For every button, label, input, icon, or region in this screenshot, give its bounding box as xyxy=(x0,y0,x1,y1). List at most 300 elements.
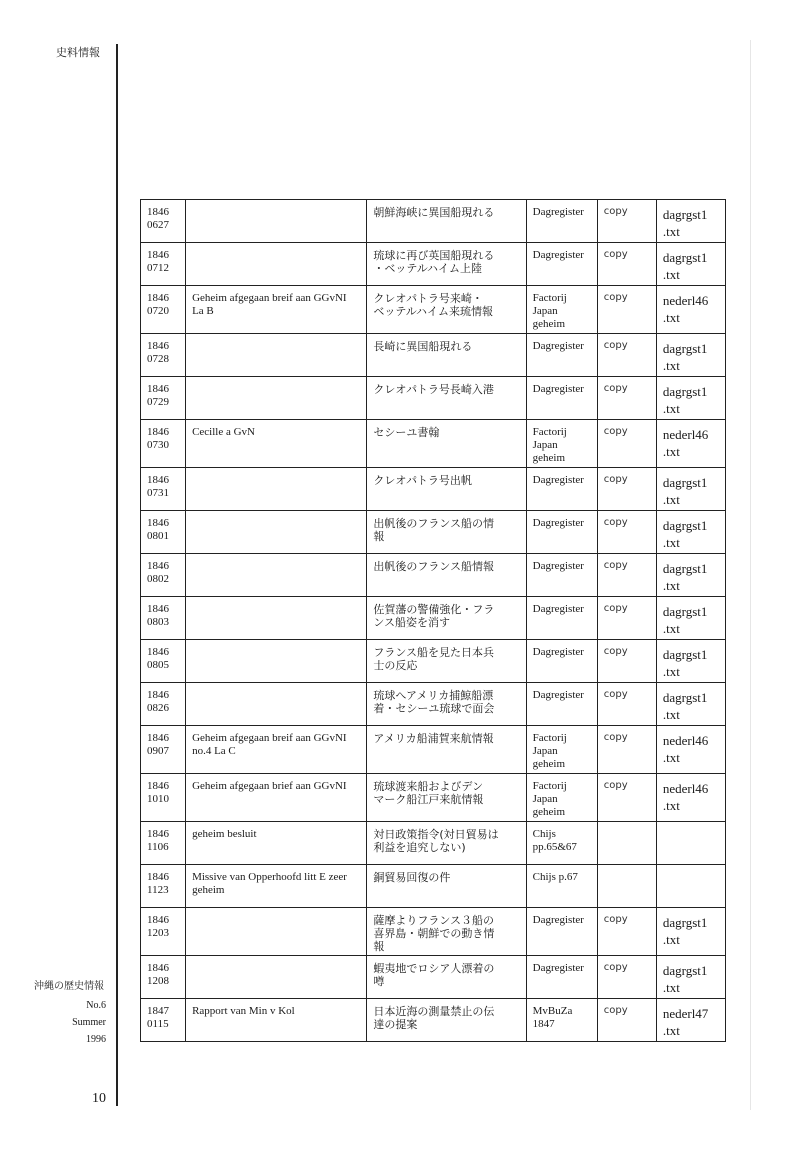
date-cell-line: 0730 xyxy=(147,439,169,451)
source-cell xyxy=(526,377,597,420)
subject-cell xyxy=(367,334,526,377)
copy-type-cell xyxy=(597,511,656,554)
copy-type-cell xyxy=(597,865,656,908)
date-cell-line: 1846 xyxy=(147,914,169,926)
subject-cell-line: ・ベッテルハイム上陸 xyxy=(373,262,483,275)
source-cell-line: Dagregister xyxy=(532,340,584,352)
date-cell-line: 0731 xyxy=(147,487,169,499)
date-cell-line: 1846 xyxy=(147,828,169,840)
source-cell-line: geheim xyxy=(532,806,566,818)
subject-cell xyxy=(367,865,526,908)
subject-cell-line: クレオパトラ号長崎入港 xyxy=(373,383,494,396)
copy-type-cell-text: copy xyxy=(603,426,628,437)
document-title-cell xyxy=(186,420,367,468)
source-cell-line: Dagregister xyxy=(532,560,584,572)
records-table xyxy=(140,199,726,1042)
copy-type-cell xyxy=(597,554,656,597)
copy-type-cell xyxy=(597,726,656,774)
file-name-cell xyxy=(656,822,725,865)
date-cell xyxy=(141,554,186,597)
source-cell-line: Japan xyxy=(532,439,558,451)
issue-year: 1996 xyxy=(86,1034,106,1045)
file-name-cell xyxy=(656,377,725,420)
source-cell-line: MvBuZa xyxy=(532,1005,573,1017)
date-cell xyxy=(141,286,186,334)
file-name-cell xyxy=(656,200,725,243)
source-cell-line: Dagregister xyxy=(532,603,584,615)
source-cell-line: Factorij xyxy=(532,780,567,792)
date-cell xyxy=(141,511,186,554)
margin-rule xyxy=(116,44,118,1106)
file-name-cell-line: .txt xyxy=(662,621,680,636)
copy-type-cell xyxy=(597,200,656,243)
table-row xyxy=(141,243,726,286)
copy-type-cell xyxy=(597,420,656,468)
date-cell-line: 1846 xyxy=(147,474,169,486)
subject-cell-line: 琉球に再び英国船現れる xyxy=(373,249,495,262)
file-name-cell xyxy=(656,420,725,468)
date-cell-line: 0115 xyxy=(147,1018,169,1030)
document-title-cell xyxy=(186,511,367,554)
subject-cell xyxy=(367,468,526,511)
subject-cell-line: 達の提案 xyxy=(373,1018,418,1031)
copy-type-cell-text: copy xyxy=(603,914,628,925)
source-cell-line: 1847 xyxy=(532,1018,555,1030)
copy-type-cell-text: copy xyxy=(603,780,628,791)
source-cell-line: geheim xyxy=(532,452,566,464)
table-row xyxy=(141,377,726,420)
subject-cell-line: 銅貿易回復の件 xyxy=(373,871,451,884)
subject-cell xyxy=(367,597,526,640)
subject-cell-line: ベッテルハイム来琉情報 xyxy=(373,305,494,318)
document-title-cell xyxy=(186,774,367,822)
table-row xyxy=(141,822,726,865)
table-row xyxy=(141,597,726,640)
subject-cell-line: 出帆後のフランス船情報 xyxy=(373,560,495,573)
date-cell-line: 0729 xyxy=(147,396,169,408)
document-title-cell-line: Geheim afgegaan breif aan GGvNI xyxy=(192,292,347,304)
source-cell-line: Dagregister xyxy=(532,914,584,926)
source-cell xyxy=(526,286,597,334)
document-title-cell-line: no.4 La C xyxy=(192,745,236,757)
copy-type-cell xyxy=(597,999,656,1042)
document-title-cell-line: geheim besluit xyxy=(192,828,257,840)
subject-cell xyxy=(367,683,526,726)
subject-cell-line: クレオパトラ号出帆 xyxy=(373,474,472,487)
source-cell xyxy=(526,683,597,726)
subject-cell xyxy=(367,726,526,774)
copy-type-cell xyxy=(597,640,656,683)
source-cell xyxy=(526,956,597,999)
subject-cell-line: 噂 xyxy=(373,975,385,988)
source-cell-line: Factorij xyxy=(532,732,567,744)
document-title-cell xyxy=(186,726,367,774)
file-name-cell-line: dagrgst1 xyxy=(662,690,708,705)
document-title-cell xyxy=(186,865,367,908)
file-name-cell xyxy=(656,597,725,640)
date-cell xyxy=(141,468,186,511)
date-cell-line: 0907 xyxy=(147,745,169,757)
subject-cell-line: 利益を追究しない) xyxy=(373,841,466,854)
table-row xyxy=(141,999,726,1042)
subject-cell-line: 薩摩よりフランス３船の xyxy=(373,914,495,927)
subject-cell-line: クレオパトラ号来崎・ xyxy=(373,292,483,305)
source-cell xyxy=(526,726,597,774)
journal-title: 沖縄の歴史情報 xyxy=(34,981,104,992)
subject-cell xyxy=(367,243,526,286)
date-cell-line: 0801 xyxy=(147,530,169,542)
document-title-cell xyxy=(186,554,367,597)
source-cell xyxy=(526,822,597,865)
document-title-cell xyxy=(186,200,367,243)
file-name-cell-line: nederl47 xyxy=(662,1006,709,1021)
file-name-cell xyxy=(656,726,725,774)
subject-cell xyxy=(367,286,526,334)
subject-cell-line: 喜界島・朝鮮での動き情 xyxy=(373,927,495,940)
date-cell-line: 1846 xyxy=(147,689,169,701)
date-cell-line: 1846 xyxy=(147,732,169,744)
date-cell-line: 1846 xyxy=(147,962,169,974)
copy-type-cell-text: copy xyxy=(603,517,628,528)
subject-cell xyxy=(367,774,526,822)
source-cell xyxy=(526,200,597,243)
file-name-cell-line: dagrgst1 xyxy=(662,341,708,356)
document-title-cell xyxy=(186,286,367,334)
subject-cell xyxy=(367,908,526,956)
copy-type-cell-text: copy xyxy=(603,292,628,303)
source-cell-line: Dagregister xyxy=(532,646,584,658)
date-cell xyxy=(141,822,186,865)
source-cell-line: Dagregister xyxy=(532,689,584,701)
copy-type-cell-text: copy xyxy=(603,474,628,485)
document-title-cell-line: Cecille a GvN xyxy=(192,426,255,438)
file-name-cell-line: .txt xyxy=(662,798,680,813)
table-row xyxy=(141,468,726,511)
copy-type-cell xyxy=(597,243,656,286)
subject-cell-line: マーク船江戸来航情報 xyxy=(373,793,484,806)
file-name-cell-line: .txt xyxy=(662,224,680,239)
date-cell-line: 1846 xyxy=(147,517,169,529)
copy-type-cell xyxy=(597,908,656,956)
document-title-cell xyxy=(186,597,367,640)
source-cell-line: Japan xyxy=(532,305,558,317)
subject-cell xyxy=(367,956,526,999)
file-name-cell-line: .txt xyxy=(662,578,680,593)
table-row xyxy=(141,956,726,999)
date-cell xyxy=(141,334,186,377)
file-name-cell xyxy=(656,999,725,1042)
source-cell-line: Dagregister xyxy=(532,249,584,261)
table-row xyxy=(141,774,726,822)
file-name-cell xyxy=(656,683,725,726)
subject-cell xyxy=(367,822,526,865)
date-cell xyxy=(141,865,186,908)
date-cell-line: 1203 xyxy=(147,927,169,939)
table-row xyxy=(141,200,726,243)
date-cell-line: 0728 xyxy=(147,353,169,365)
file-name-cell xyxy=(656,640,725,683)
subject-cell xyxy=(367,377,526,420)
date-cell-line: 1846 xyxy=(147,249,169,261)
source-cell-line: geheim xyxy=(532,758,566,770)
file-name-cell-line: .txt xyxy=(662,707,680,722)
source-cell xyxy=(526,468,597,511)
subject-cell-line: 着・セシーユ琉球で面会 xyxy=(373,702,495,715)
source-cell-line: Dagregister xyxy=(532,206,584,218)
date-cell xyxy=(141,597,186,640)
file-name-cell xyxy=(656,243,725,286)
subject-cell-line: フランス船を見た日本兵 xyxy=(373,646,495,659)
copy-type-cell-text: copy xyxy=(603,603,628,614)
date-cell xyxy=(141,726,186,774)
file-name-cell-line: .txt xyxy=(662,535,680,550)
date-cell xyxy=(141,683,186,726)
date-cell-line: 0802 xyxy=(147,573,169,585)
copy-type-cell xyxy=(597,377,656,420)
source-cell xyxy=(526,865,597,908)
file-name-cell-line: .txt xyxy=(662,267,680,282)
subject-cell-line: 佐賀藩の警備強化・フラ xyxy=(373,603,495,616)
document-title-cell xyxy=(186,822,367,865)
source-cell-line: Dagregister xyxy=(532,474,584,486)
source-cell xyxy=(526,554,597,597)
file-name-cell-line: .txt xyxy=(662,444,680,459)
subject-cell xyxy=(367,200,526,243)
subject-cell-line: 琉球渡来船およびデン xyxy=(373,780,484,793)
subject-cell-line: 長崎に異国船現れる xyxy=(373,340,473,353)
copy-type-cell xyxy=(597,468,656,511)
source-cell-line: pp.65&67 xyxy=(532,841,577,853)
subject-cell xyxy=(367,420,526,468)
date-cell-line: 1846 xyxy=(147,340,169,352)
file-name-cell-line: dagrgst1 xyxy=(662,647,708,662)
subject-cell xyxy=(367,554,526,597)
copy-type-cell xyxy=(597,822,656,865)
date-cell-line: 0627 xyxy=(147,219,169,231)
file-name-cell-line: nederl46 xyxy=(662,427,709,442)
file-name-cell-line: dagrgst1 xyxy=(662,518,708,533)
page-edge xyxy=(750,40,751,1110)
date-cell xyxy=(141,420,186,468)
document-title-cell xyxy=(186,956,367,999)
document-title-cell-line: geheim xyxy=(192,884,225,896)
document-title-cell xyxy=(186,683,367,726)
table-row xyxy=(141,554,726,597)
table-row xyxy=(141,334,726,377)
subject-cell-line: セシーユ書翰 xyxy=(373,426,440,439)
file-name-cell-line: .txt xyxy=(662,1023,680,1038)
file-name-cell-line: .txt xyxy=(662,980,680,995)
file-name-cell xyxy=(656,908,725,956)
date-cell-line: 1846 xyxy=(147,383,169,395)
document-title-cell xyxy=(186,468,367,511)
date-cell-line: 0803 xyxy=(147,616,169,628)
file-name-cell-line: .txt xyxy=(662,310,680,325)
subject-cell-line: 報 xyxy=(373,940,385,953)
file-name-cell xyxy=(656,554,725,597)
source-cell xyxy=(526,774,597,822)
document-title-cell xyxy=(186,243,367,286)
section-label: 史料情報 xyxy=(56,46,100,59)
file-name-cell-line: dagrgst1 xyxy=(662,207,708,222)
file-name-cell-line: dagrgst1 xyxy=(662,915,708,930)
date-cell xyxy=(141,640,186,683)
date-cell xyxy=(141,999,186,1042)
copy-type-cell xyxy=(597,774,656,822)
date-cell-line: 1846 xyxy=(147,206,169,218)
table-row xyxy=(141,511,726,554)
date-cell-line: 0826 xyxy=(147,702,169,714)
source-cell-line: Dagregister xyxy=(532,962,584,974)
copy-type-cell-text: copy xyxy=(603,560,628,571)
source-cell-line: Chijs p.67 xyxy=(532,871,578,883)
source-cell-line: Dagregister xyxy=(532,383,584,395)
subject-cell-line: 対日政策指令(対日貿易は xyxy=(373,828,499,841)
copy-type-cell-text: copy xyxy=(603,249,628,260)
source-cell xyxy=(526,640,597,683)
file-name-cell xyxy=(656,865,725,908)
copy-type-cell-text: copy xyxy=(603,646,628,657)
subject-cell-line: 報 xyxy=(373,530,385,543)
copy-type-cell-text: copy xyxy=(603,689,628,700)
table-row xyxy=(141,640,726,683)
copy-type-cell xyxy=(597,956,656,999)
file-name-cell-line: .txt xyxy=(662,664,680,679)
subject-cell-line: 士の反応 xyxy=(373,659,418,672)
document-title-cell xyxy=(186,999,367,1042)
document-title-cell-line: Geheim afgegaan breif aan GGvNI xyxy=(192,732,347,744)
table-row xyxy=(141,286,726,334)
subject-cell-line: 朝鮮海峡に異国船現れる xyxy=(373,206,495,219)
file-name-cell-line: .txt xyxy=(662,401,680,416)
document-title-cell-line: Geheim afgegaan brief aan GGvNI xyxy=(192,780,347,792)
table-row xyxy=(141,683,726,726)
file-name-cell xyxy=(656,468,725,511)
source-cell xyxy=(526,334,597,377)
document-title-cell xyxy=(186,640,367,683)
date-cell-line: 1010 xyxy=(147,793,169,805)
copy-type-cell-text: copy xyxy=(603,962,628,973)
file-name-cell xyxy=(656,511,725,554)
copy-type-cell-text: copy xyxy=(603,206,628,217)
subject-cell-line: 蝦夷地でロシア人漂着の xyxy=(373,962,495,975)
source-cell-line: Factorij xyxy=(532,292,567,304)
document-title-cell-line: Rapport van Min v Kol xyxy=(192,1005,295,1017)
document-title-cell-line: La B xyxy=(192,305,214,317)
source-cell xyxy=(526,243,597,286)
table-row xyxy=(141,865,726,908)
records-table-body xyxy=(141,200,726,1042)
copy-type-cell xyxy=(597,597,656,640)
date-cell-line: 1847 xyxy=(147,1005,169,1017)
date-cell-line: 1846 xyxy=(147,426,169,438)
source-cell-line: geheim xyxy=(532,318,566,330)
document-title-cell-line: Missive van Opperhoofd litt E zeer xyxy=(192,871,347,883)
subject-cell-line: アメリカ船浦賀来航情報 xyxy=(373,732,494,745)
date-cell xyxy=(141,243,186,286)
date-cell-line: 1846 xyxy=(147,871,169,883)
subject-cell xyxy=(367,999,526,1042)
date-cell-line: 1123 xyxy=(147,884,169,896)
issue-number: No.6 xyxy=(86,1000,106,1011)
date-cell-line: 1846 xyxy=(147,292,169,304)
source-cell-line: Dagregister xyxy=(532,517,584,529)
date-cell-line: 1208 xyxy=(147,975,169,987)
source-cell-line: Japan xyxy=(532,745,558,757)
date-cell-line: 1106 xyxy=(147,841,169,853)
file-name-cell-line: dagrgst1 xyxy=(662,475,708,490)
table-row xyxy=(141,908,726,956)
date-cell-line: 0805 xyxy=(147,659,169,671)
file-name-cell-line: .txt xyxy=(662,932,680,947)
source-cell xyxy=(526,999,597,1042)
subject-cell-line: 琉球へアメリカ捕鯨船漂 xyxy=(373,689,494,702)
file-name-cell xyxy=(656,334,725,377)
date-cell-line: 1846 xyxy=(147,646,169,658)
file-name-cell-line: dagrgst1 xyxy=(662,963,708,978)
file-name-cell-line: dagrgst1 xyxy=(662,561,708,576)
date-cell xyxy=(141,956,186,999)
copy-type-cell xyxy=(597,286,656,334)
date-cell-line: 1846 xyxy=(147,780,169,792)
subject-cell xyxy=(367,511,526,554)
copy-type-cell-text: copy xyxy=(603,383,628,394)
copy-type-cell xyxy=(597,334,656,377)
file-name-cell-line: nederl46 xyxy=(662,733,709,748)
document-title-cell xyxy=(186,334,367,377)
table-row xyxy=(141,726,726,774)
file-name-cell-line: .txt xyxy=(662,358,680,373)
copy-type-cell xyxy=(597,683,656,726)
document-title-cell xyxy=(186,377,367,420)
file-name-cell-line: nederl46 xyxy=(662,293,709,308)
file-name-cell-line: dagrgst1 xyxy=(662,604,708,619)
date-cell xyxy=(141,774,186,822)
table-row xyxy=(141,420,726,468)
date-cell-line: 1846 xyxy=(147,603,169,615)
date-cell-line: 1846 xyxy=(147,560,169,572)
subject-cell xyxy=(367,640,526,683)
date-cell xyxy=(141,908,186,956)
copy-type-cell-text: copy xyxy=(603,732,628,743)
page-number: 10 xyxy=(92,1091,106,1106)
source-cell-line: Japan xyxy=(532,793,558,805)
file-name-cell-line: dagrgst1 xyxy=(662,384,708,399)
subject-cell-line: 出帆後のフランス船の情 xyxy=(373,517,495,530)
file-name-cell-line: .txt xyxy=(662,750,680,765)
source-cell xyxy=(526,908,597,956)
issue-season: Summer xyxy=(72,1017,106,1028)
file-name-cell xyxy=(656,774,725,822)
date-cell-line: 0720 xyxy=(147,305,169,317)
copy-type-cell-text: copy xyxy=(603,340,628,351)
date-cell xyxy=(141,200,186,243)
source-cell xyxy=(526,420,597,468)
file-name-cell xyxy=(656,286,725,334)
file-name-cell-line: .txt xyxy=(662,492,680,507)
date-cell-line: 0712 xyxy=(147,262,169,274)
subject-cell-line: 日本近海の測量禁止の伝 xyxy=(373,1005,495,1018)
source-cell-line: Factorij xyxy=(532,426,567,438)
file-name-cell xyxy=(656,956,725,999)
file-name-cell-line: nederl46 xyxy=(662,781,709,796)
file-name-cell-line: dagrgst1 xyxy=(662,250,708,265)
source-cell-line: Chijs xyxy=(532,828,556,840)
copy-type-cell-text: copy xyxy=(603,1005,628,1016)
date-cell xyxy=(141,377,186,420)
subject-cell-line: ンス船姿を消す xyxy=(373,616,451,629)
source-cell xyxy=(526,597,597,640)
